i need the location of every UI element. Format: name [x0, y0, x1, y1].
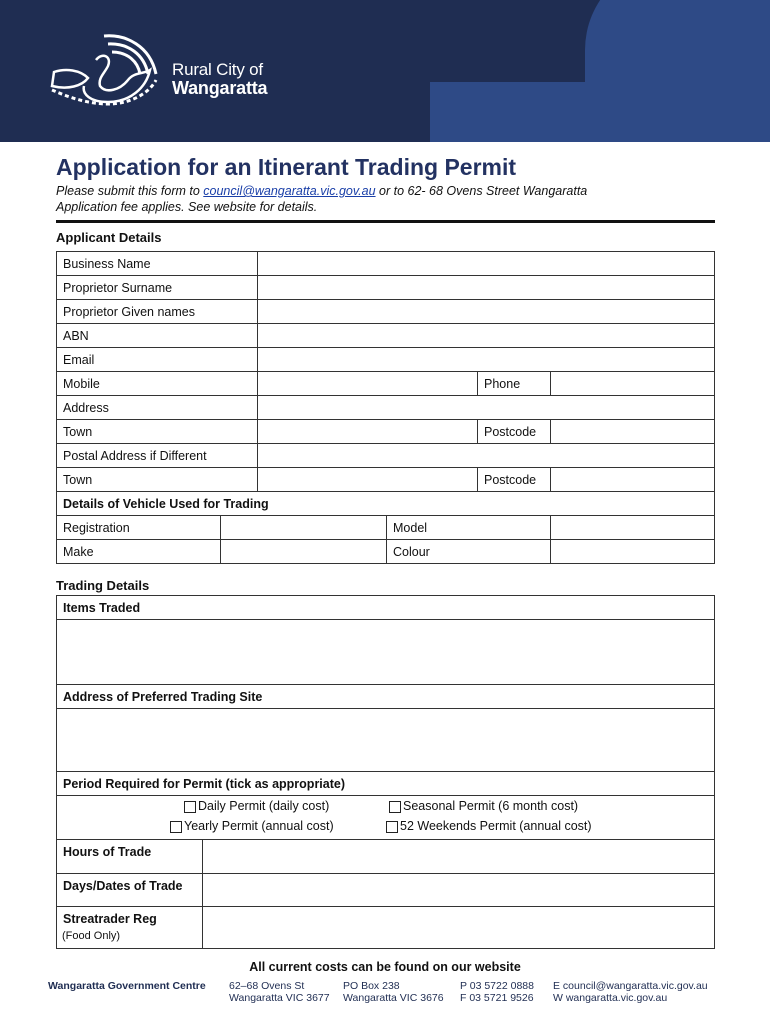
mobile-label: Mobile	[56, 371, 258, 396]
daily-permit-checkbox[interactable]	[184, 801, 196, 813]
make-field[interactable]	[220, 539, 387, 564]
footer-fax: F 03 5721 9526	[460, 992, 534, 1004]
business-name-field[interactable]	[257, 251, 715, 276]
streatrader-field[interactable]	[202, 906, 715, 949]
yearly-permit-label: Yearly Permit (annual cost)	[184, 819, 334, 833]
weekends-permit-label: 52 Weekends Permit (annual cost)	[400, 819, 592, 833]
address-field[interactable]	[257, 395, 715, 420]
postal-address-field[interactable]	[257, 443, 715, 468]
period-options-box	[56, 795, 715, 840]
trading-heading: Trading Details	[56, 578, 150, 593]
period-label: Period Required for Permit (tick as appropriate)	[56, 771, 715, 796]
registration-label: Registration	[56, 515, 221, 540]
hours-label: Hours of Trade	[56, 839, 203, 874]
footer-web[interactable]: W wangaratta.vic.gov.au	[553, 992, 668, 1004]
colour-label: Colour	[386, 539, 551, 564]
vehicle-heading: Details of Vehicle Used for Trading	[56, 491, 715, 516]
postal-address-label: Postal Address if Different	[56, 443, 258, 468]
header-banner	[0, 0, 770, 142]
costs-note: All current costs can be found on our website	[249, 960, 521, 974]
address-label: Address	[56, 395, 258, 420]
footer-addr1: 62–68 Ovens St	[229, 980, 305, 992]
footer-po2: Wangaratta VIC 3676	[343, 992, 444, 1004]
preferred-site-label: Address of Preferred Trading Site	[56, 684, 715, 709]
town-field[interactable]	[257, 419, 478, 444]
banner-block-shape	[430, 82, 770, 142]
postal-town-label: Town	[56, 467, 258, 492]
dates-field[interactable]	[202, 873, 715, 907]
submit-instructions	[56, 184, 587, 198]
registration-field[interactable]	[220, 515, 387, 540]
given-names-field[interactable]	[257, 299, 715, 324]
footer-addr2: Wangaratta VIC 3677	[229, 992, 330, 1004]
business-name-label: Business Name	[56, 251, 258, 276]
streatrader-label: Streatrader Reg	[56, 906, 203, 949]
email-label: Email	[56, 347, 258, 372]
colour-field[interactable]	[550, 539, 715, 564]
seasonal-permit-checkbox[interactable]	[389, 801, 401, 813]
applicant-heading: Applicant Details	[56, 230, 162, 245]
footer-centre: Wangaratta Government Centre	[48, 980, 206, 992]
postal-postcode-label: Postcode	[477, 467, 551, 492]
footer-email[interactable]: E council@wangaratta.vic.gov.au	[553, 980, 708, 992]
page-title: Application for an Itinerant Trading Permit	[56, 154, 517, 180]
daily-permit-label: Daily Permit (daily cost)	[198, 799, 330, 813]
brand-line1: Rural City of	[172, 60, 263, 79]
town-label: Town	[56, 419, 258, 444]
yearly-permit-checkbox[interactable]	[170, 821, 182, 833]
items-traded-field[interactable]	[56, 619, 715, 685]
dates-label: Days/Dates of Trade	[56, 873, 203, 907]
model-label: Model	[386, 515, 551, 540]
weekends-permit-checkbox[interactable]	[386, 821, 398, 833]
abn-label: ABN	[56, 323, 258, 348]
postal-postcode-field[interactable]	[550, 467, 715, 492]
surname-label: Proprietor Surname	[56, 275, 258, 300]
phone-field[interactable]	[550, 371, 715, 396]
fee-note: Application fee applies. See website for details.	[56, 200, 318, 214]
food-only-note: (Food Only)	[62, 930, 121, 942]
phone-label: Phone	[477, 371, 551, 396]
make-label: Make	[56, 539, 221, 564]
council-email-link[interactable]: council@wangaratta.vic.gov.au	[203, 184, 376, 198]
given-names-label: Proprietor Given names	[56, 299, 258, 324]
abn-field[interactable]	[257, 323, 715, 348]
model-field[interactable]	[550, 515, 715, 540]
preferred-site-field[interactable]	[56, 708, 715, 772]
surname-field[interactable]	[257, 275, 715, 300]
brand-line2: Wangaratta	[172, 78, 268, 98]
mobile-field[interactable]	[257, 371, 478, 396]
footer-po1: PO Box 238	[343, 980, 400, 992]
swan-logo-icon	[46, 30, 161, 110]
postcode-field[interactable]	[550, 419, 715, 444]
postcode-label: Postcode	[477, 419, 551, 444]
postal-town-field[interactable]	[257, 467, 478, 492]
hours-field[interactable]	[202, 839, 715, 874]
instr-post: or to 62- 68 Ovens Street Wangaratta	[375, 184, 588, 198]
instr-pre: Please submit this form to	[56, 184, 204, 198]
items-traded-label: Items Traded	[56, 595, 715, 620]
seasonal-permit-label: Seasonal Permit (6 month cost)	[403, 799, 579, 813]
email-field[interactable]	[257, 347, 715, 372]
footer-phone: P 03 5722 0888	[460, 980, 534, 992]
divider	[56, 220, 715, 223]
